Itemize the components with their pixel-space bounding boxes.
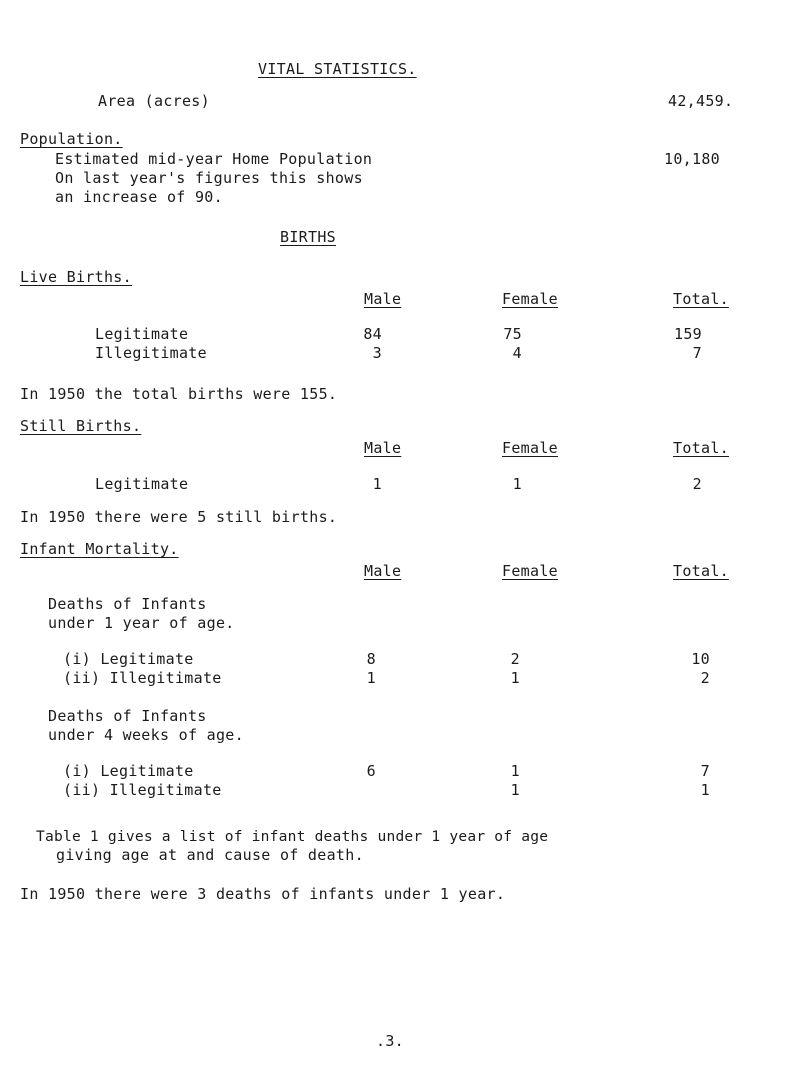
area-value: 42,459. xyxy=(668,92,734,110)
live-births-row-female: 75 xyxy=(503,325,522,343)
infant-mortality-row-total: 1 xyxy=(700,781,710,799)
infant-mortality-row-female: 1 xyxy=(510,781,520,799)
infant-mortality-row-label: (i) Legitimate xyxy=(63,650,194,668)
population-estimate-value: 10,180 xyxy=(664,150,720,168)
still-births-row-female: 1 xyxy=(512,475,522,493)
infant-mortality-row-male: 6 xyxy=(366,762,376,780)
live-births-note: In 1950 the total births were 155. xyxy=(20,385,338,403)
infant-mortality-row-label: (ii) Illegitimate xyxy=(63,669,222,687)
population-note-line2: an increase of 90. xyxy=(55,188,223,206)
live-births-row-total: 7 xyxy=(692,344,702,362)
population-note-line1: On last year's figures this shows xyxy=(55,169,363,187)
infant-mortality-col-male: Male xyxy=(364,562,402,580)
live-births-col-total: Total. xyxy=(673,290,729,308)
infant-mortality-row-male: 1 xyxy=(366,669,376,687)
live-births-row-total: 159 xyxy=(674,325,702,343)
live-births-col-male: Male xyxy=(364,290,402,308)
population-heading: Population. xyxy=(20,130,123,148)
infant-mortality-group2-line2: under 4 weeks of age. xyxy=(48,726,244,744)
live-births-heading: Live Births. xyxy=(20,268,132,286)
infant-mortality-row-total: 10 xyxy=(691,650,710,668)
infant-mortality-row-male: 8 xyxy=(366,650,376,668)
still-births-note: In 1950 there were 5 still births. xyxy=(20,508,338,526)
infant-mortality-row-label: (ii) Illegitimate xyxy=(63,781,222,799)
still-births-row-total: 2 xyxy=(692,475,702,493)
still-births-col-male: Male xyxy=(364,439,402,457)
infant-mortality-row-total: 2 xyxy=(700,669,710,687)
infant-mortality-row-female: 1 xyxy=(510,762,520,780)
infant-mortality-row-total: 7 xyxy=(700,762,710,780)
population-estimate-label: Estimated mid-year Home Population xyxy=(55,150,373,168)
live-births-row-label: Illegitimate xyxy=(95,344,207,362)
still-births-col-female: Female xyxy=(502,439,558,457)
area-label: Area (acres) xyxy=(98,92,210,110)
infant-mortality-group2-line1: Deaths of Infants xyxy=(48,707,207,725)
page-title: VITAL STATISTICS. xyxy=(258,60,417,78)
page-number: .3. xyxy=(376,1032,404,1050)
still-births-heading: Still Births. xyxy=(20,417,142,435)
live-births-col-female: Female xyxy=(502,290,558,308)
live-births-row-label: Legitimate xyxy=(95,325,189,343)
live-births-row-male: 84 xyxy=(363,325,382,343)
infant-mortality-group1-line1: Deaths of Infants xyxy=(48,595,207,613)
infant-mortality-heading: Infant Mortality. xyxy=(20,540,179,558)
table-note-line1: Table 1 gives a list of infant deaths under 1 year of age xyxy=(36,828,549,845)
still-births-row-male: 1 xyxy=(372,475,382,493)
still-births-col-total: Total. xyxy=(673,439,729,457)
table-note-line2: giving age at and cause of death. xyxy=(56,846,364,864)
infant-mortality-group1-line2: under 1 year of age. xyxy=(48,614,235,632)
live-births-row-female: 4 xyxy=(512,344,522,362)
infant-mortality-col-female: Female xyxy=(502,562,558,580)
infant-mortality-row-female: 1 xyxy=(510,669,520,687)
still-births-row-label: Legitimate xyxy=(95,475,189,493)
births-heading: BIRTHS xyxy=(280,228,336,246)
infant-mortality-row-female: 2 xyxy=(510,650,520,668)
live-births-row-male: 3 xyxy=(372,344,382,362)
infant-mortality-col-total: Total. xyxy=(673,562,729,580)
infant-deaths-1950-note: In 1950 there were 3 deaths of infants under 1 year. xyxy=(20,885,506,903)
infant-mortality-row-label: (i) Legitimate xyxy=(63,762,194,780)
